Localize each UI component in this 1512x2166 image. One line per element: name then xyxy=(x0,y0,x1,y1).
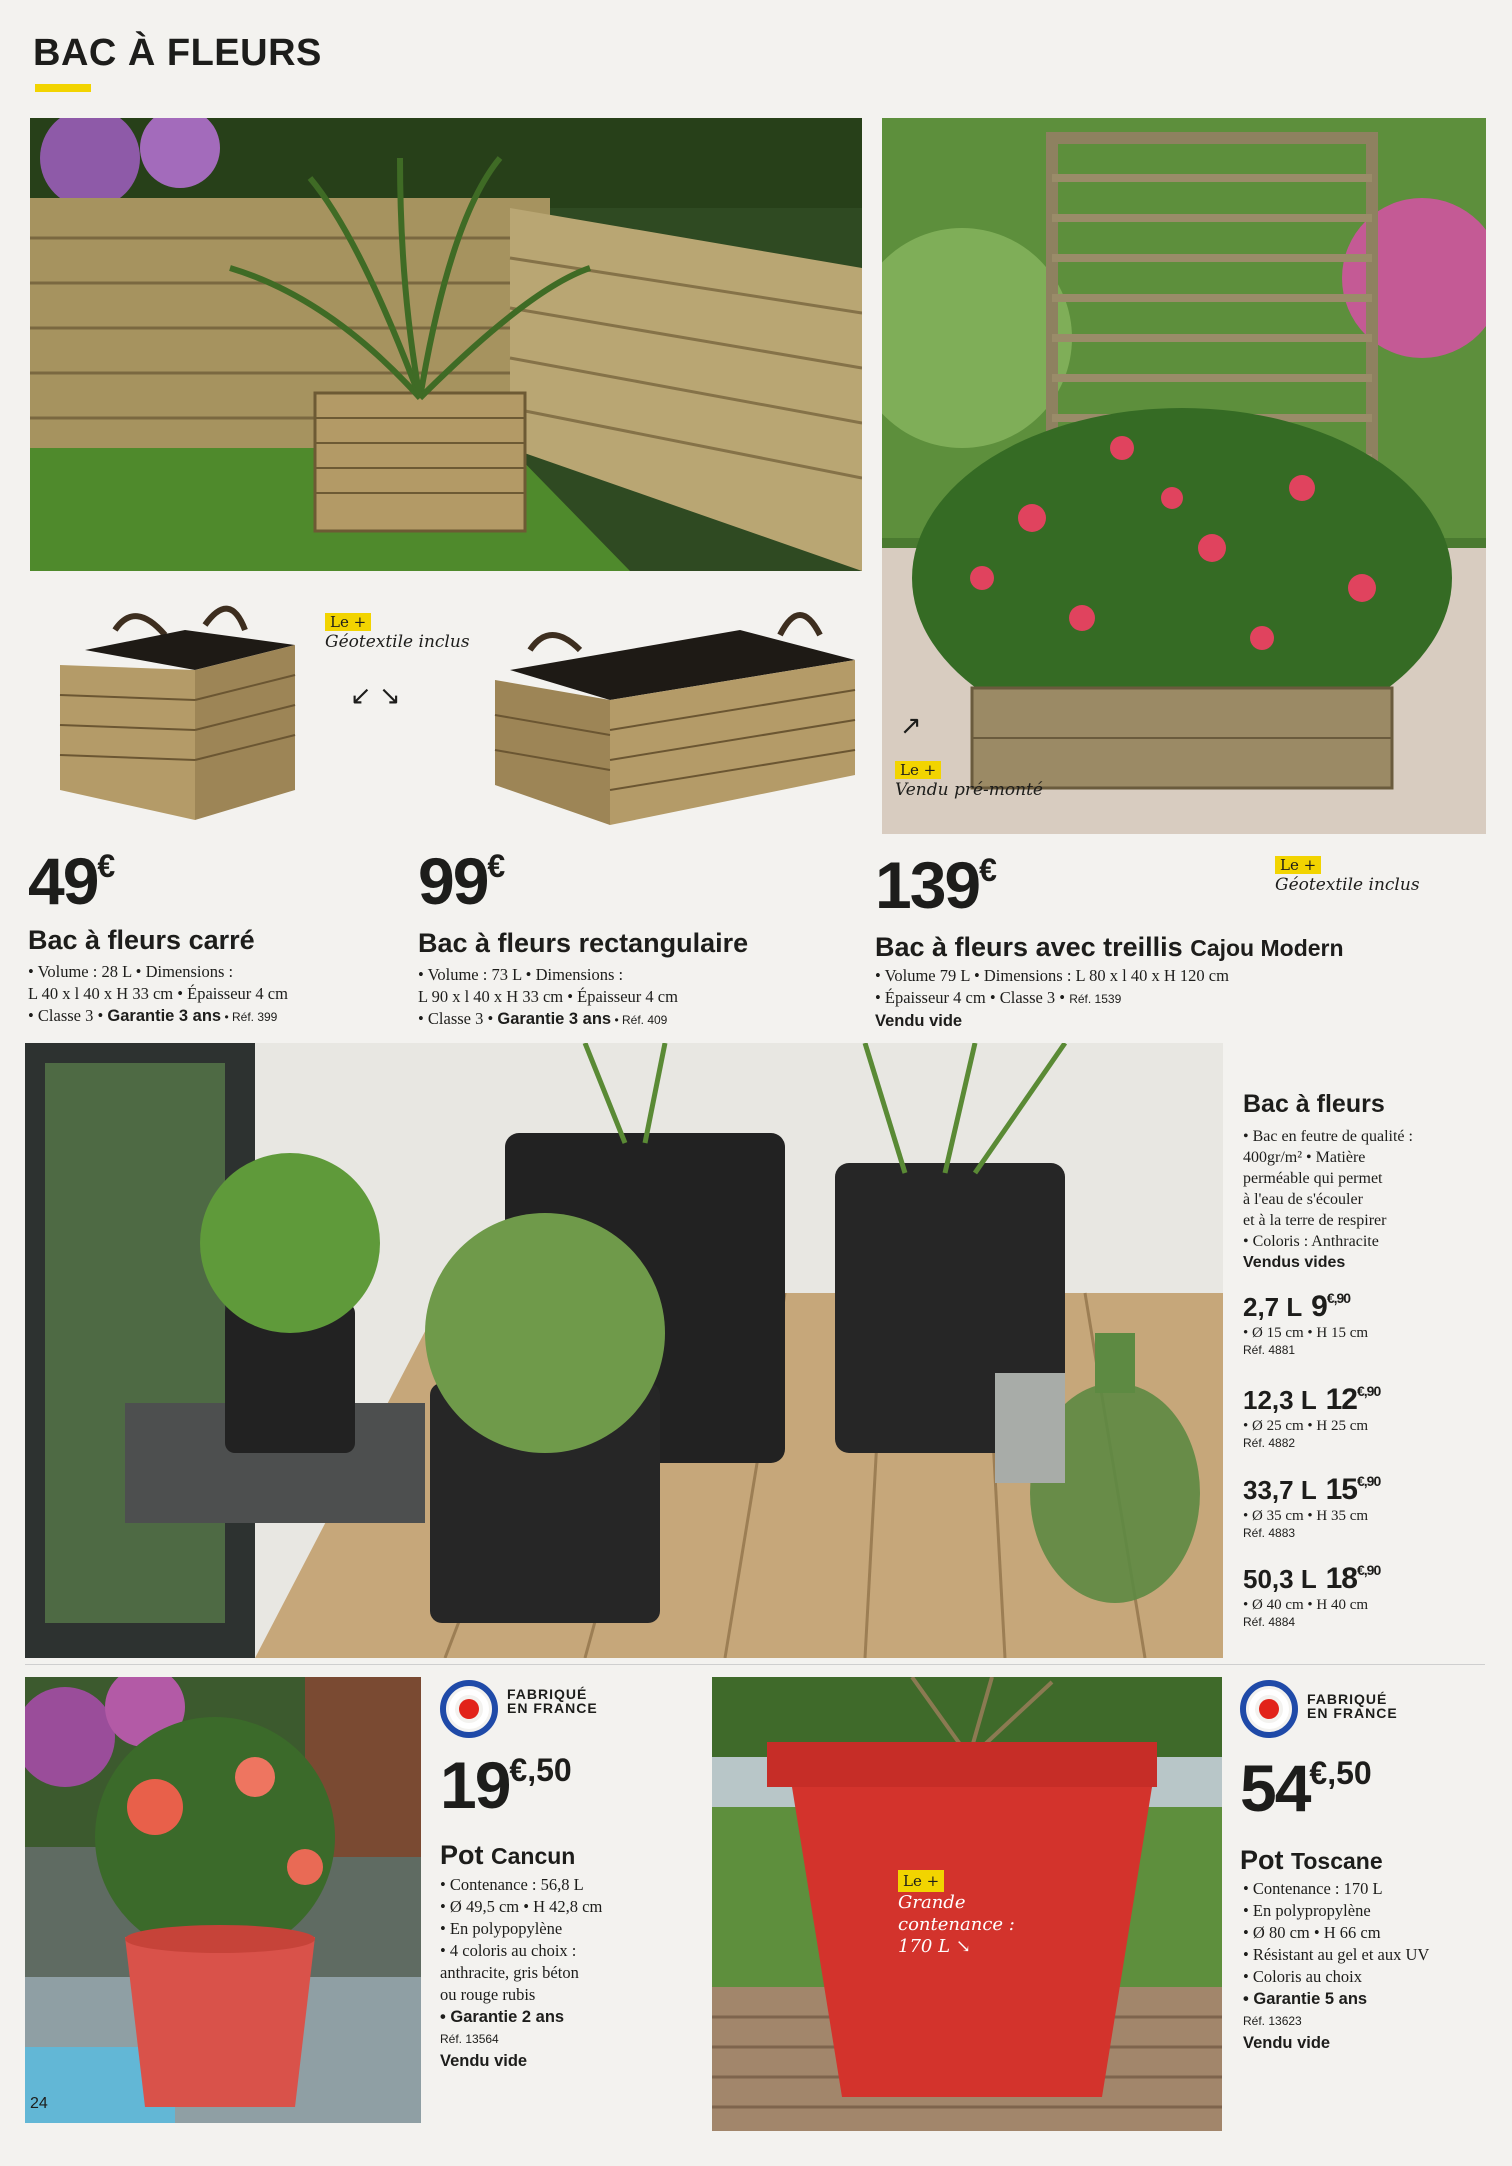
curved-arrow-icon: ↘ xyxy=(955,1936,971,1957)
specs-carre: • Volume : 28 L • Dimensions : L 40 x l 40 x H 33 cm • Épaisseur 4 cm • Classe 3 • Garantie 3 ans • Réf. 399 xyxy=(28,962,288,1025)
specs-toscane: • Contenance : 170 L • En polypropylène • Ø 80 cm • H 66 cm • Résistant au gel et aux UV • Coloris au choix • Garantie 5 ans Réf. 13623 Vendu vide xyxy=(1243,1879,1430,2052)
price-treillis: 139€ xyxy=(875,848,997,922)
le-plus-badge: Le + xyxy=(1275,856,1321,874)
premonte-tag xyxy=(895,760,1043,800)
treillis-planter-photo xyxy=(882,118,1486,834)
product-name-feutre: Bac à fleurs xyxy=(1243,1090,1385,1118)
price-carre: 49€ xyxy=(28,844,116,918)
product-name-rect: Bac à fleurs rectangulaire xyxy=(418,928,749,958)
fence-planter-photo xyxy=(30,118,862,571)
cancun-pot-photo xyxy=(25,1677,421,2123)
le-plus-badge: Le + xyxy=(325,613,371,631)
fabrique-en-france-label: FABRIQUÉ EN FRANCE xyxy=(1307,1691,1398,1721)
made-in-france-logo xyxy=(440,1680,498,1738)
felt-pots-photo xyxy=(25,1043,1223,1658)
treillis-geotextile-tag xyxy=(1275,855,1420,895)
page-number: 24 xyxy=(30,2095,48,2112)
price-rect: 99€ xyxy=(418,844,506,918)
double-arrow-icon: ↙ ↘ xyxy=(350,680,401,710)
price-toscane: $54^{€,50}$ xyxy=(1240,1751,1372,1825)
page-title: BAC À FLEURS xyxy=(33,32,322,74)
geotextile-tag xyxy=(325,612,470,652)
fabrique-en-france-label: FABRIQUÉ EN FRANCE xyxy=(507,1686,598,1716)
product-name-treillis: Bac à fleurs avec treillis Cajou Modern xyxy=(875,932,1344,962)
product-name-carre: Bac à fleurs carré xyxy=(28,925,255,955)
made-in-france-logo xyxy=(1240,1680,1298,1738)
grande-contenance-tag: Le + Grande contenance : 170 L ↘ xyxy=(898,1872,1015,1957)
product-name-toscane: Pot Toscane xyxy=(1240,1845,1383,1875)
desc-feutre: • Bac en feutre de qualité : 400gr/m² • Matière perméable qui permet à l'eau de s'écouler et à la terre de respirer • Coloris : Anthracite Vendus vides xyxy=(1243,1128,1413,1271)
arrow-icon: ↗ xyxy=(900,710,922,740)
product-name-cancun: Pot Cancun xyxy=(440,1840,576,1870)
variant-row: 33,7 L $15^{€,90}$ • Ø 35 cm • H 35 cm Réf. 4883 xyxy=(1243,1473,1381,1540)
geotextile-text: Géotextile inclus xyxy=(1275,875,1420,895)
specs-rect: • Volume : 73 L • Dimensions : L 90 x l 40 x H 33 cm • Épaisseur 4 cm • Classe 3 • Garantie 3 ans • Réf. 409 xyxy=(418,965,678,1028)
le-plus-badge: Le + xyxy=(898,1870,944,1892)
variant-row: 2,7 L $9^{€,90}$ • Ø 15 cm • H 15 cm Réf. 4881 xyxy=(1243,1290,1369,1357)
specs-treillis: • Volume 79 L • Dimensions : L 80 x l 40 x H 120 cm • Épaisseur 4 cm • Classe 3 • Réf. 1539 Vendu vide xyxy=(875,966,1229,1030)
rectangular-planter-image xyxy=(490,590,860,830)
square-planter-image xyxy=(55,590,300,830)
price-cancun: $19^{€,50}$ xyxy=(440,1748,572,1822)
variant-row: 12,3 L $12^{€,90}$ • Ø 25 cm • H 25 cm Réf. 4882 xyxy=(1243,1383,1381,1450)
variant-row: 50,3 L $18^{€,90}$ • Ø 40 cm • H 40 cm Réf. 4884 xyxy=(1243,1562,1381,1629)
title-underline xyxy=(35,84,91,92)
premonte-text: Vendu pré-monté xyxy=(895,780,1043,800)
geotextile-text: Géotextile inclus xyxy=(325,632,470,652)
specs-cancun: • Contenance : 56,8 L • Ø 49,5 cm • H 42,8 cm • En polypopylène • 4 coloris au choix : anthracite, gris béton ou rouge rubis • Garantie 2 ans Réf. 13564 Vendu vide xyxy=(440,1875,603,2070)
section-divider xyxy=(25,1664,1485,1665)
le-plus-badge: Le + xyxy=(895,761,941,779)
